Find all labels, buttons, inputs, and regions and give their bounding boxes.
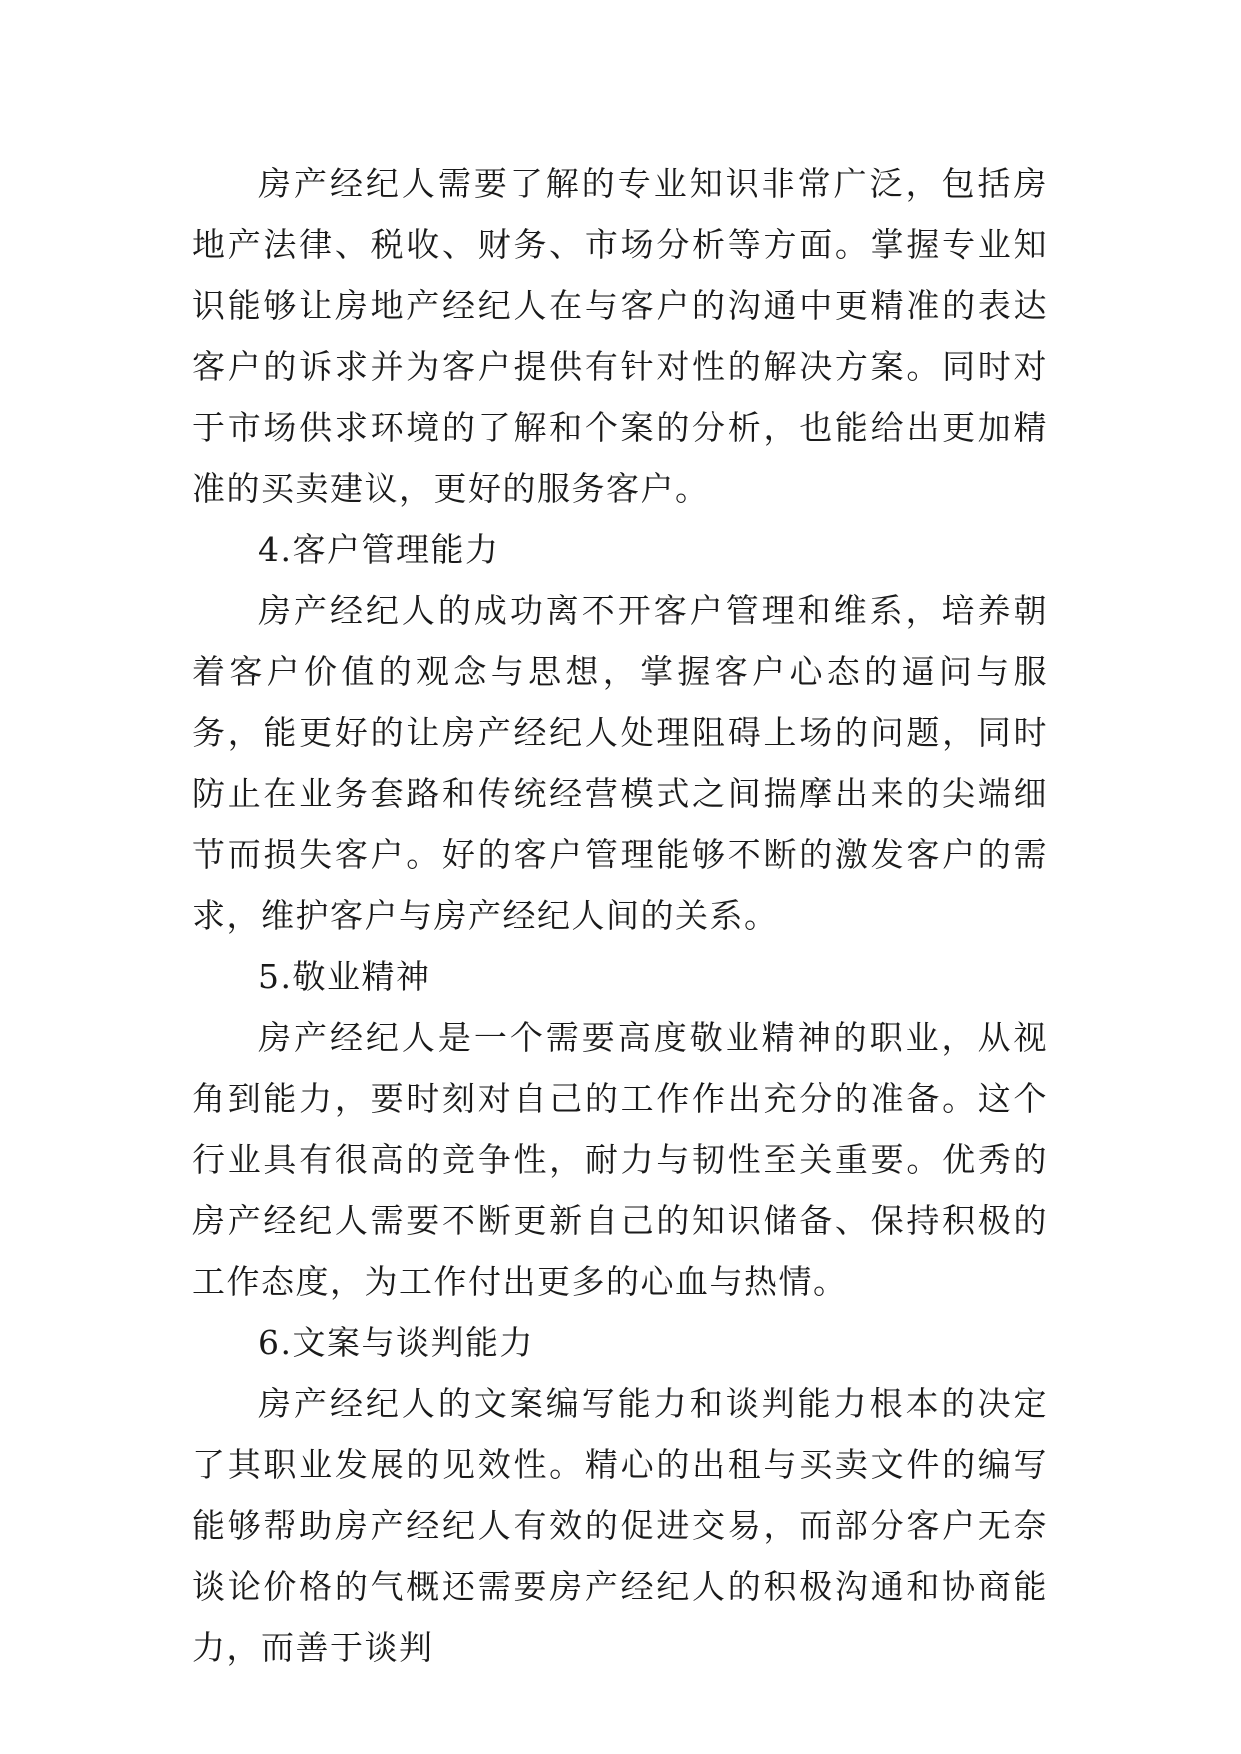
paragraph-customer-management: 房产经纪人的成功离不开客户管理和维系，培养朝着客户价值的观念与思想，掌握客户心态的逼问与服务，能更好的让房产经纪人处理阻碍上场的问题，同时防止在业务套路和传统经营模式之间揣摩出来的尖端细节而损失客户。好的客户管理能够不断的激发客户的需求，维护客户与房产经纪人间的关系。 [192,591,1048,935]
heading-customer-management: 4.客户管理能力 [258,530,500,569]
paragraph-copywriting-negotiation: 房产经纪人的文案编写能力和谈判能力根本的决定了其职业发展的见效性。精心的出租与买卖文件的编写能够帮助房产经纪人有效的促进交易，而部分客户无奈谈论价格的气概还需要房产经纪人的积极沟通和协商能力，而善于谈判 [192,1384,1048,1667]
paragraph-dedication: 房产经纪人是一个需要高度敬业精神的职业，从视角到能力，要时刻对自己的工作作出充分的准备。这个行业具有很高的竞争性，耐力与韧性至关重要。优秀的房产经纪人需要不断更新自己的知识储备、保持积极的工作态度，为工作付出更多的心血与热情。 [192,1018,1048,1301]
heading-copywriting-negotiation: 6.文案与谈判能力 [258,1323,534,1362]
paragraph-professional-knowledge: 房产经纪人需要了解的专业知识非常广泛，包括房地产法律、税收、财务、市场分析等方面。掌握专业知识能够让房地产经纪人在与客户的沟通中更精准的表达客户的诉求并为客户提供有针对性的解决方案。同时对于市场供求环境的了解和个案的分析，也能给出更加精准的买卖建议，更好的服务客户。 [192,164,1048,508]
document-body [192,153,1048,1678]
heading-dedication: 5.敬业精神 [258,957,431,996]
